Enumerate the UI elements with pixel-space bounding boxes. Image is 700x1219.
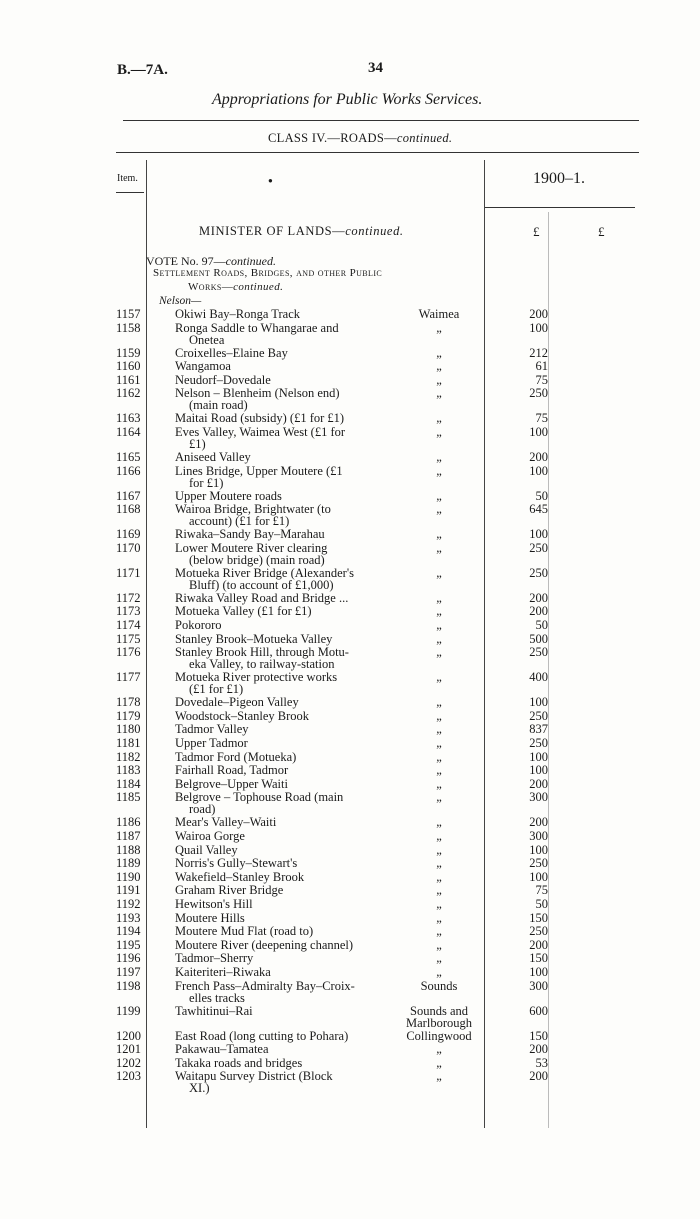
item-description bbox=[175, 360, 390, 372]
item-number: 1197 bbox=[116, 965, 141, 979]
item-description bbox=[175, 898, 390, 910]
item-locality: Sounds bbox=[420, 978, 458, 993]
table-top-rule bbox=[116, 152, 639, 153]
description-line: French Pass–Admiralty Bay–Croix- bbox=[175, 978, 355, 993]
description-line: Motueka River protective works bbox=[175, 670, 338, 685]
item-locality: „ bbox=[436, 618, 442, 632]
item-description bbox=[175, 925, 390, 937]
item-amount: 150 bbox=[529, 910, 548, 925]
item-locality: „ bbox=[436, 965, 442, 979]
item-number: 1157 bbox=[116, 307, 141, 321]
minister-heading bbox=[199, 224, 404, 239]
item-number: 1173 bbox=[116, 604, 141, 619]
item-description bbox=[175, 374, 390, 386]
item-amount: 100 bbox=[529, 695, 548, 710]
item-number: 1182 bbox=[116, 749, 141, 764]
item-amount: 212 bbox=[529, 345, 548, 360]
vote-heading-continued: continued. bbox=[225, 254, 276, 268]
item-amount: 200 bbox=[529, 590, 548, 605]
description-line: Takaka roads and bridges bbox=[175, 1055, 303, 1070]
item-locality: „ bbox=[436, 1055, 442, 1070]
item-number: 1177 bbox=[116, 670, 141, 685]
item-description bbox=[175, 696, 390, 708]
item-description bbox=[175, 528, 390, 540]
item-amount: 200 bbox=[529, 450, 548, 464]
item-amount: 300 bbox=[529, 790, 548, 805]
item-amount: 500 bbox=[529, 631, 548, 646]
item-locality: „ bbox=[436, 540, 442, 555]
item-description bbox=[175, 671, 390, 695]
item-amount: 200 bbox=[529, 307, 548, 321]
description-line: Pokororo bbox=[175, 618, 222, 632]
item-locality: „ bbox=[436, 1042, 442, 1057]
description-line: Mear's Valley–Waiti bbox=[175, 815, 277, 830]
description-line: Riwaka Valley Road and Bridge ... bbox=[175, 590, 349, 605]
item-description bbox=[175, 778, 390, 790]
item-locality: „ bbox=[436, 883, 442, 898]
item-number: 1198 bbox=[116, 978, 141, 993]
class-heading bbox=[268, 131, 452, 146]
description-line: Woodstock–Stanley Brook bbox=[175, 708, 310, 723]
item-amount: 100 bbox=[529, 320, 548, 335]
item-number: 1190 bbox=[116, 869, 141, 884]
item-number: 1184 bbox=[116, 776, 141, 791]
item-amount: 837 bbox=[529, 722, 548, 737]
item-number: 1176 bbox=[116, 645, 141, 660]
item-locality: „ bbox=[436, 631, 442, 646]
vote-heading-text: VOTE No. 97— bbox=[146, 254, 226, 268]
item-amount: 100 bbox=[529, 463, 548, 478]
description-line: Belgrove – Tophouse Road (main bbox=[175, 790, 344, 805]
description-line: Croixelles–Elaine Bay bbox=[175, 345, 288, 360]
item-number: 1160 bbox=[116, 359, 141, 374]
item-locality: „ bbox=[436, 386, 442, 401]
description-line: Fairhall Road, Tadmor bbox=[175, 763, 289, 778]
item-description bbox=[175, 633, 390, 645]
item-amount: 250 bbox=[529, 386, 548, 401]
item-amount: 300 bbox=[529, 978, 548, 993]
description-line: Pakawau–Tamatea bbox=[175, 1042, 269, 1057]
item-description bbox=[175, 387, 390, 411]
item-locality: „ bbox=[436, 645, 442, 660]
item-number: 1167 bbox=[116, 488, 141, 503]
item-locality: „ bbox=[436, 763, 442, 778]
subsection-heading-works: Works— bbox=[188, 281, 234, 293]
item-description bbox=[175, 871, 390, 883]
description-continuation: elles tracks bbox=[189, 990, 245, 1005]
description-line: Lines Bridge, Upper Moutere (£1 bbox=[175, 463, 343, 478]
item-amount: 645 bbox=[529, 502, 548, 517]
item-locality: Collingwood bbox=[406, 1028, 472, 1043]
item-number: 1200 bbox=[116, 1028, 141, 1043]
item-number: 1169 bbox=[116, 527, 141, 542]
item-number: 1180 bbox=[116, 722, 141, 737]
item-number: 1164 bbox=[116, 425, 141, 439]
item-description bbox=[175, 912, 390, 924]
item-locality: „ bbox=[436, 463, 442, 478]
description-line: Stanley Brook–Motueka Valley bbox=[175, 631, 333, 646]
item-description bbox=[175, 791, 390, 815]
description-line: Maitai Road (subsidy) (£1 for £1) bbox=[175, 411, 345, 426]
item-amount: 600 bbox=[529, 1003, 548, 1018]
item-locality: „ bbox=[436, 425, 442, 439]
description-line: Tadmor Ford (Motueka) bbox=[175, 749, 297, 764]
item-number: 1170 bbox=[116, 540, 141, 555]
currency-label-2: £ bbox=[598, 224, 605, 239]
description-line: Aniseed Valley bbox=[175, 450, 251, 464]
item-number: 1203 bbox=[116, 1069, 141, 1084]
item-amount: 100 bbox=[529, 965, 548, 979]
page-title: Appropriations for Public Works Services. bbox=[212, 91, 483, 108]
item-number: 1183 bbox=[116, 763, 141, 778]
description-line: Okiwi Bay–Ronga Track bbox=[175, 307, 300, 321]
item-amount: 250 bbox=[529, 645, 548, 660]
item-amount: 150 bbox=[529, 951, 548, 966]
item-number: 1187 bbox=[116, 829, 141, 843]
year-column-label: 1900–1. bbox=[533, 170, 585, 187]
item-locality: „ bbox=[436, 695, 442, 710]
item-amount: 300 bbox=[529, 829, 548, 843]
description-line: Tawhitinui–Rai bbox=[175, 1003, 253, 1018]
item-amount: 200 bbox=[529, 937, 548, 952]
item-number: 1186 bbox=[116, 815, 141, 830]
currency-label-1: £ bbox=[533, 224, 540, 239]
item-locality: „ bbox=[436, 842, 442, 857]
item-description bbox=[175, 884, 390, 896]
item-locality: „ bbox=[436, 924, 442, 939]
item-description bbox=[175, 347, 390, 359]
description-continuation: eka Valley, to railway-station bbox=[189, 657, 335, 672]
item-amount: 100 bbox=[529, 763, 548, 778]
item-number: 1188 bbox=[116, 842, 141, 857]
page-number: 34 bbox=[368, 60, 383, 76]
description-line: Moutere Mud Flat (road to) bbox=[175, 924, 314, 939]
item-description bbox=[175, 764, 390, 776]
amount-subcolumn-divider bbox=[548, 212, 549, 1128]
item-locality: „ bbox=[436, 910, 442, 925]
item-column-label: Item. bbox=[117, 173, 138, 184]
item-locality: „ bbox=[436, 951, 442, 966]
description-continuation: for £1) bbox=[189, 475, 224, 490]
description-continuation: account) (£1 for £1) bbox=[189, 514, 290, 529]
description-continuation: Onetea bbox=[189, 332, 225, 347]
item-amount: 250 bbox=[529, 540, 548, 555]
item-locality: „ bbox=[436, 736, 442, 750]
item-description bbox=[175, 939, 390, 951]
item-number: 1165 bbox=[116, 450, 141, 464]
item-number: 1161 bbox=[116, 372, 141, 387]
item-description bbox=[175, 619, 390, 631]
item-number: 1196 bbox=[116, 951, 141, 966]
item-number: 1192 bbox=[116, 897, 141, 911]
item-number: 1201 bbox=[116, 1042, 141, 1057]
item-number: 1163 bbox=[116, 411, 141, 426]
description-continuation: road) bbox=[189, 802, 216, 817]
item-locality: „ bbox=[436, 749, 442, 764]
item-number: 1166 bbox=[116, 463, 141, 478]
item-number: 1175 bbox=[116, 631, 141, 646]
item-locality: „ bbox=[436, 488, 442, 503]
item-locality: „ bbox=[436, 815, 442, 830]
item-locality: „ bbox=[436, 565, 442, 580]
item-description bbox=[175, 952, 390, 964]
item-locality: „ bbox=[436, 937, 442, 952]
description-line: Wakefield–Stanley Brook bbox=[175, 869, 305, 884]
item-locality: „ bbox=[436, 869, 442, 884]
item-description bbox=[175, 751, 390, 763]
item-description bbox=[175, 542, 390, 566]
item-amount: 200 bbox=[529, 1069, 548, 1084]
item-number: 1178 bbox=[116, 695, 141, 710]
item-description bbox=[175, 567, 390, 591]
description-line: Wangamoa bbox=[175, 359, 231, 374]
item-locality: „ bbox=[436, 897, 442, 911]
year-underline bbox=[485, 207, 635, 208]
description-line: Hewitson's Hill bbox=[175, 897, 253, 911]
item-number: 1189 bbox=[116, 856, 141, 871]
description-line: Lower Moutere River clearing bbox=[175, 540, 328, 555]
description-line: Kaiteriteri–Riwaka bbox=[175, 965, 271, 979]
item-description bbox=[175, 1057, 390, 1069]
item-amount: 75 bbox=[535, 372, 548, 387]
item-locality: „ bbox=[436, 372, 442, 387]
item-number: 1159 bbox=[116, 345, 141, 360]
item-amount: 100 bbox=[529, 749, 548, 764]
item-description bbox=[175, 844, 390, 856]
item-number: 1174 bbox=[116, 618, 141, 632]
item-description bbox=[175, 412, 390, 424]
header-bullet: ● bbox=[268, 176, 273, 185]
description-continuation: £1) bbox=[189, 437, 206, 451]
item-description bbox=[175, 451, 390, 463]
item-amount: 100 bbox=[529, 842, 548, 857]
item-description bbox=[175, 503, 390, 527]
parliamentary-paper-reference: B.—7A. bbox=[117, 62, 168, 78]
item-number: 1202 bbox=[116, 1055, 141, 1070]
item-description bbox=[175, 646, 390, 670]
item-description bbox=[175, 980, 390, 1004]
description-line: Upper Tadmor bbox=[175, 736, 248, 750]
item-amount: 100 bbox=[529, 425, 548, 439]
item-locality: „ bbox=[436, 411, 442, 426]
item-description bbox=[175, 1043, 390, 1055]
item-locality: „ bbox=[436, 1069, 442, 1084]
item-amount: 250 bbox=[529, 708, 548, 723]
item-locality: Waimea bbox=[418, 307, 460, 321]
item-description bbox=[175, 710, 390, 722]
description-line: Upper Moutere roads bbox=[175, 488, 282, 503]
item-amount: 200 bbox=[529, 1042, 548, 1057]
item-number: 1158 bbox=[116, 320, 141, 335]
item-number: 1185 bbox=[116, 790, 141, 805]
item-amount: 50 bbox=[535, 488, 548, 503]
minister-heading-continued: continued. bbox=[345, 224, 404, 238]
item-label-underline bbox=[116, 192, 144, 193]
item-locality: „ bbox=[436, 590, 442, 605]
description-line: Waitapu Survey District (Block bbox=[175, 1069, 333, 1084]
subsection-heading-continued: continued. bbox=[233, 281, 284, 293]
item-locality: „ bbox=[436, 320, 442, 335]
description-line: Norris's Gully–Stewart's bbox=[175, 856, 298, 871]
item-description bbox=[175, 816, 390, 828]
item-locality: „ bbox=[436, 502, 442, 517]
item-description bbox=[175, 1005, 390, 1017]
item-description bbox=[175, 322, 390, 346]
description-line: Quail Valley bbox=[175, 842, 238, 857]
class-heading-continued: continued. bbox=[396, 131, 453, 145]
item-number: 1195 bbox=[116, 937, 141, 952]
description-line: East Road (long cutting to Pohara) bbox=[175, 1028, 349, 1043]
item-locality: „ bbox=[436, 670, 442, 685]
item-locality: „ bbox=[436, 790, 442, 805]
item-locality: „ bbox=[436, 450, 442, 464]
item-description bbox=[175, 490, 390, 502]
description-line: Stanley Brook Hill, through Motu- bbox=[175, 645, 349, 660]
description-line: Tadmor Valley bbox=[175, 722, 249, 737]
item-description bbox=[175, 308, 390, 320]
description-line: Tadmor–Sherry bbox=[175, 951, 254, 966]
description-line: Eves Valley, Waimea West (£1 for bbox=[175, 425, 346, 439]
description-line: Neudorf–Dovedale bbox=[175, 372, 271, 387]
minister-heading-text: MINISTER OF LANDS— bbox=[199, 224, 346, 238]
item-number: 1194 bbox=[116, 924, 141, 939]
description-line: Riwaka–Sandy Bay–Marahau bbox=[175, 527, 325, 542]
description-line: Motueka Valley (£1 for £1) bbox=[175, 604, 312, 619]
item-locality: „ bbox=[436, 708, 442, 723]
item-number: 1168 bbox=[116, 502, 141, 517]
item-amount: 250 bbox=[529, 856, 548, 871]
subsection-heading-line2 bbox=[188, 281, 283, 293]
description-line: Wairoa Gorge bbox=[175, 829, 245, 843]
description-line: Dovedale–Pigeon Valley bbox=[175, 695, 299, 710]
description-continuation: XI.) bbox=[189, 1081, 210, 1096]
item-number: 1199 bbox=[116, 1003, 141, 1018]
description-line: Moutere River (deepening channel) bbox=[175, 937, 354, 952]
item-amount: 250 bbox=[529, 565, 548, 580]
description-line: Wairoa Bridge, Brightwater (to bbox=[175, 502, 331, 517]
item-locality: Sounds and Marlborough bbox=[406, 1003, 472, 1030]
item-number: 1191 bbox=[116, 883, 141, 898]
item-amount: 50 bbox=[535, 897, 548, 911]
item-description bbox=[175, 592, 390, 604]
item-amount: 100 bbox=[529, 527, 548, 542]
item-number: 1162 bbox=[116, 386, 141, 401]
description-line: Graham River Bridge bbox=[175, 883, 284, 898]
item-description bbox=[175, 465, 390, 489]
item-locality: „ bbox=[436, 856, 442, 871]
item-description bbox=[175, 426, 390, 450]
item-amount: 400 bbox=[529, 670, 548, 685]
item-locality: „ bbox=[436, 359, 442, 374]
item-locality: „ bbox=[436, 776, 442, 791]
item-description bbox=[175, 605, 390, 617]
item-locality: „ bbox=[436, 527, 442, 542]
item-amount: 250 bbox=[529, 736, 548, 750]
item-number: 1181 bbox=[116, 736, 141, 750]
item-amount: 150 bbox=[529, 1028, 548, 1043]
description-continuation: (£1 for £1) bbox=[189, 682, 244, 697]
description-line: Belgrove–Upper Waiti bbox=[175, 776, 288, 791]
item-amount: 250 bbox=[529, 924, 548, 939]
item-amount: 75 bbox=[535, 411, 548, 426]
item-description bbox=[175, 723, 390, 735]
item-locality: „ bbox=[436, 604, 442, 619]
class-heading-text: CLASS IV.—ROADS— bbox=[268, 131, 397, 145]
item-amount: 50 bbox=[535, 618, 548, 632]
district-heading: Nelson— bbox=[159, 295, 202, 307]
description-line: Ronga Saddle to Whangarae and bbox=[175, 320, 339, 335]
description-line: Nelson – Blenheim (Nelson end) bbox=[175, 386, 340, 401]
item-amount: 200 bbox=[529, 815, 548, 830]
item-number: 1193 bbox=[116, 910, 141, 925]
amount-column-divider bbox=[484, 160, 485, 1128]
item-number: 1179 bbox=[116, 708, 141, 723]
title-divider bbox=[123, 120, 639, 121]
description-line: Motueka River Bridge (Alexander's bbox=[175, 565, 354, 580]
item-description bbox=[175, 737, 390, 749]
item-number: 1171 bbox=[116, 565, 141, 580]
description-continuation: Bluff) (to account of £1,000) bbox=[189, 577, 334, 592]
item-locality: „ bbox=[436, 829, 442, 843]
item-amount: 200 bbox=[529, 776, 548, 791]
item-amount: 61 bbox=[535, 359, 548, 374]
item-description bbox=[175, 857, 390, 869]
item-amount: 100 bbox=[529, 869, 548, 884]
subsection-heading-line1: Settlement Roads, Bridges, and other Public bbox=[153, 267, 383, 279]
item-description bbox=[175, 1030, 390, 1042]
item-amount: 200 bbox=[529, 604, 548, 619]
description-continuation: (below bridge) (main road) bbox=[189, 552, 325, 567]
item-description bbox=[175, 966, 390, 978]
item-amount: 75 bbox=[535, 883, 548, 898]
item-locality: „ bbox=[436, 345, 442, 360]
item-number: 1172 bbox=[116, 590, 141, 605]
item-locality: „ bbox=[436, 722, 442, 737]
item-description bbox=[175, 830, 390, 842]
description-line: Moutere Hills bbox=[175, 910, 245, 925]
item-amount: 53 bbox=[535, 1055, 548, 1070]
description-continuation: (main road) bbox=[189, 398, 248, 413]
item-description bbox=[175, 1070, 390, 1094]
